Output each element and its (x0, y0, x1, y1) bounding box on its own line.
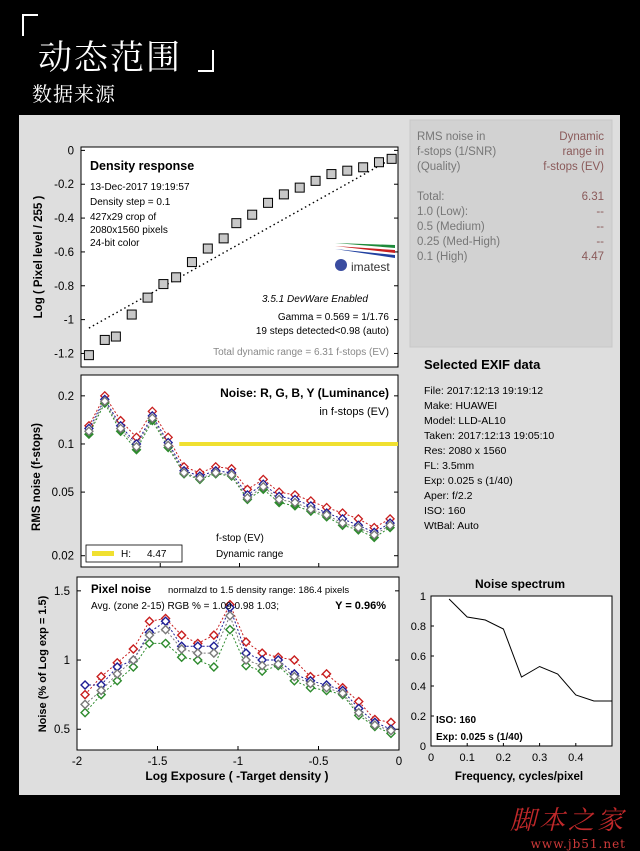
noise-note-range: Dynamic range (216, 549, 284, 560)
spectrum-ytick-label: 0.4 (410, 681, 426, 693)
noise-ylabel: RMS noise (f-stops) (31, 423, 43, 531)
exif-line: Model: LLD-AL10 (424, 415, 506, 427)
density-ytick-label: -0.8 (54, 280, 74, 293)
exif-title: Selected EXIF data (424, 357, 541, 372)
spectrum-ytick-label: 1 (419, 591, 426, 603)
pixel-noise-title: Pixel noise (91, 584, 152, 596)
spectrum-ytick-label: 0.8 (410, 621, 426, 633)
pixel-noise-ylabel: Noise (% of Log exp = 1.5) (37, 595, 49, 733)
density-point (232, 219, 241, 228)
page-title: 动态范围 (38, 38, 182, 78)
density-version: 3.5.1 DevWare Enabled (262, 294, 368, 305)
snr-col1-line1: RMS noise in (417, 131, 486, 143)
density-point (311, 176, 320, 185)
snr-row-value: 6.31 (581, 191, 604, 203)
pixel-noise-norm: normalzd to 1.5 density range: 186.4 pixels (168, 585, 350, 596)
pixel-noise-xtick-label: -1.5 (147, 756, 168, 768)
noise-subtitle: in f-stops (EV) (319, 406, 389, 418)
watermark-text: 脚本之家 (509, 806, 626, 836)
noise-title: Noise: R, G, B, Y (Luminance) (220, 386, 389, 400)
pixel-noise-ytick-label: 0.5 (54, 724, 70, 737)
snr-col1-line2: f-stops (1/SNR) (417, 146, 497, 158)
exif-line: FL: 3.5mm (424, 460, 475, 472)
density-steps: 19 steps detected<0.98 (auto) (255, 326, 389, 337)
snr-row-value: 4.47 (581, 251, 604, 263)
pixel-noise-ytick-label: 1.5 (54, 585, 70, 598)
exif-line: Aper: f/2.2 (424, 490, 473, 502)
density-point (127, 310, 136, 319)
density-point (327, 170, 336, 179)
pixel-noise-avg: Avg. (zone 2-15) RGB % = 1.09 0.98 1.03; (91, 601, 279, 612)
noise-ytick-label: 0.2 (58, 390, 74, 403)
density-ylabel: Log ( Pixel level / 255 ) (33, 195, 45, 319)
spectrum-iso: ISO: 160 (436, 715, 477, 726)
density-info-line: 427x29 crop of (90, 212, 157, 223)
density-info-line: 24-bit color (90, 238, 140, 249)
density-point (203, 244, 212, 253)
spectrum-ytick-label: 0.6 (410, 651, 426, 663)
density-ytick-label: -1.2 (54, 348, 74, 361)
exif-line: File: 2017:12:13 19:19:12 (424, 385, 544, 397)
pixel-noise-xtick-label: -1 (232, 756, 244, 768)
density-ytick-label: -0.2 (54, 179, 74, 192)
density-point (143, 293, 152, 302)
density-point (219, 234, 228, 243)
pixel-noise-xlabel: Log Exposure ( -Target density ) (145, 769, 329, 783)
density-point (279, 190, 288, 199)
exif-line: Make: HUAWEI (424, 400, 498, 412)
noise-note-fstop: f-stop (EV) (216, 533, 264, 544)
snr-row-value: -- (596, 206, 604, 218)
snr-col1-line3: (Quality) (417, 161, 461, 173)
density-point (343, 166, 352, 175)
spectrum-title: Noise spectrum (474, 577, 566, 591)
spectrum-ytick-label: 0.2 (410, 711, 426, 723)
density-gamma: Gamma = 0.569 = 1/1.76 (277, 312, 389, 323)
spectrum-ytick-label: 0 (419, 741, 426, 753)
density-point (248, 210, 257, 219)
exif-line: ISO: 160 (424, 505, 466, 517)
noise-legend-value: 4.47 (147, 549, 167, 560)
exif-line: Taken: 2017:12:13 19:05:10 (424, 430, 555, 442)
spectrum-xtick-label: 0.2 (495, 752, 512, 764)
density-point (172, 273, 181, 282)
pixel-noise-xtick-label: 0 (395, 756, 403, 768)
density-point (359, 163, 368, 172)
density-info-line: 13-Dec-2017 19:19:57 (90, 182, 190, 193)
pixel-noise-ytick-label: 1 (63, 655, 70, 668)
density-title: Density response (90, 159, 195, 173)
density-ytick-label: -0.6 (54, 246, 74, 259)
density-point (295, 183, 304, 192)
spectrum-xlabel: Frequency, cycles/pixel (454, 771, 584, 783)
density-point (100, 335, 109, 344)
density-point (187, 258, 196, 267)
watermark (510, 800, 626, 851)
exif-line: Res: 2080 x 1560 (424, 445, 507, 457)
snr-row-label: 0.1 (High) (417, 251, 468, 263)
snr-row-label: 0.25 (Med-High) (417, 236, 501, 248)
exif-line: Exp: 0.025 s (1/40) (424, 475, 513, 487)
noise-ytick-label: 0.1 (58, 438, 74, 451)
snr-col2-line2: range in (562, 146, 604, 158)
density-total-range: Total dynamic range = 6.31 f-stops (EV) (213, 347, 389, 358)
spectrum-exp: Exp: 0.025 s (1/40) (436, 732, 523, 743)
density-info-line: Density step = 0.1 (90, 197, 171, 208)
watermark-url: www.jb51.net (530, 837, 626, 851)
density-point (374, 158, 383, 167)
snr-row-value: -- (596, 221, 604, 233)
exif-lines (424, 385, 554, 532)
page-subtitle: 数据来源 (32, 82, 116, 106)
density-point (387, 154, 396, 163)
spectrum-xtick-label: 0.3 (531, 752, 548, 764)
pixel-noise-xtick-label: -0.5 (308, 756, 329, 768)
density-point (159, 280, 168, 289)
density-ytick-label: -0.4 (54, 213, 74, 226)
snr-row-value: -- (596, 236, 604, 248)
pixel-noise-y: Y = 0.96% (335, 600, 386, 612)
noise-ytick-label: 0.05 (51, 487, 74, 500)
snr-col2-line3: f-stops (EV) (543, 161, 604, 173)
noise-ytick-label: 0.02 (51, 550, 74, 563)
spectrum-xtick-label: 0.1 (459, 752, 475, 764)
snr-col2-line1: Dynamic (559, 131, 604, 143)
snr-row-label: Total: (417, 191, 445, 203)
imatest-logo-text: imatest (351, 260, 390, 274)
density-point (111, 332, 120, 341)
snr-row-label: 1.0 (Low): (417, 206, 469, 218)
exif-line: WtBal: Auto (424, 520, 479, 532)
spectrum-xtick-label: 0.4 (568, 752, 584, 764)
snr-row-label: 0.5 (Medium) (417, 221, 485, 233)
density-info-line: 2080x1560 pixels (90, 225, 168, 236)
pixel-noise-xtick-label: -2 (71, 756, 83, 768)
density-ytick-label: 0 (67, 145, 74, 158)
density-point (84, 351, 93, 360)
noise-legend-label: H: (121, 549, 131, 560)
density-ytick-label: -1 (63, 314, 74, 327)
spectrum-xtick-label: 0 (427, 752, 435, 764)
density-point (264, 198, 273, 207)
